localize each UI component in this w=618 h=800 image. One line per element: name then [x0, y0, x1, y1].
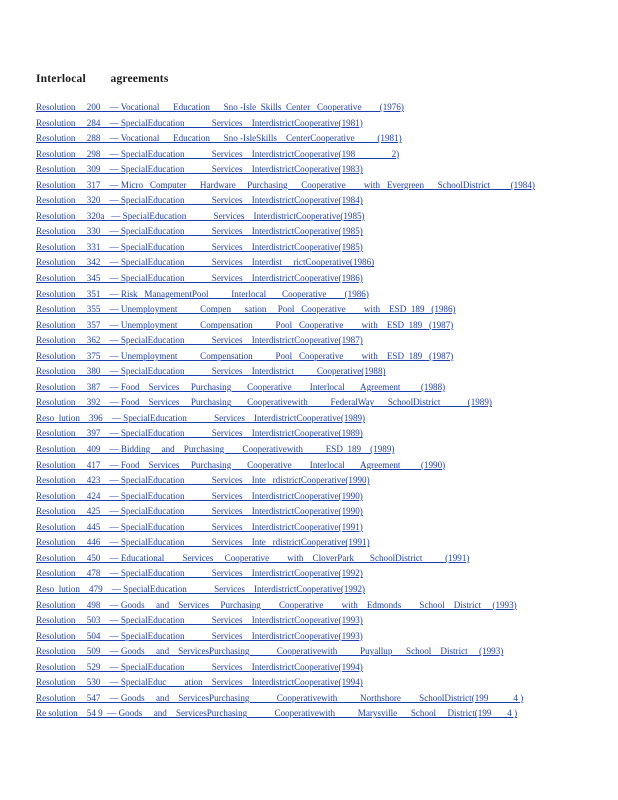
resolution-link[interactable]: Resolution 424 — SpecialEducation Services InterdistrictCooperative(1990) — [36, 490, 363, 501]
resolution-item — [36, 240, 535, 256]
resolution-link[interactable]: Resolution 450 — Educational Services Cooperative with CloverPark SchoolDistrict (1991) — [36, 552, 470, 563]
resolution-link[interactable]: Resolution 392 — Food Services Purchasing Cooperativewith FederalWay SchoolDistrict (1989) — [36, 397, 492, 408]
resolution-item — [36, 333, 535, 349]
resolution-item — [36, 551, 535, 567]
resolution-link[interactable]: Resolution 503 — SpecialEducation Services InterdistrictCooperative(1993) — [36, 615, 363, 626]
resolution-link[interactable]: Resolution 288 — Vocational Education Sno -IsleSkills CenterCooperative (1981) — [36, 133, 402, 144]
resolution-link[interactable]: Resolution 200 — Vocational Education Sno -Isle Skills Center Cooperative (1976) — [36, 102, 404, 112]
resolution-item — [36, 318, 535, 334]
resolution-item — [36, 147, 535, 163]
resolution-link[interactable]: Resolution 530 — SpecialEduc ation Services InterdistrictCooperative(1994) — [36, 677, 363, 688]
resolution-link[interactable]: Resolution 529 — SpecialEducation Services InterdistrictCooperative(1994) — [36, 661, 363, 672]
resolution-item — [36, 380, 535, 396]
resolution-link[interactable]: Resolution 380 — SpecialEducation Services Interdistrict Cooperative(1988) — [36, 366, 386, 377]
resolution-item — [36, 287, 535, 303]
resolution-item — [36, 629, 535, 645]
resolution-item — [36, 660, 535, 676]
resolution-item — [36, 520, 535, 536]
resolution-link[interactable]: Resolution 409 — Bidding and Purchasing Cooperativewith ESD 189 (1989) — [36, 444, 395, 455]
resolution-link[interactable]: Resolution 284 — SpecialEducation Services InterdistrictCooperative(1981) — [36, 117, 363, 128]
resolution-item — [36, 489, 535, 505]
resolution-link[interactable]: Resolution 345 — SpecialEducation Services InterdistrictCooperative(1986) — [36, 273, 363, 284]
resolution-link[interactable]: Resolution 478 — SpecialEducation Services InterdistrictCooperative(1992) — [36, 568, 363, 579]
resolution-link[interactable]: Resolution 498 — Goods and Services Purchasing Cooperative with Edmonds School District (1993) — [36, 599, 517, 610]
resolution-link[interactable]: Reso lution 396 — SpecialEducation Services InterdistrictCooperative(1989) — [36, 412, 366, 423]
resolution-link[interactable]: Resolution 445 — SpecialEducation Services InterdistrictCooperative(1991) — [36, 521, 363, 532]
resolution-item — [36, 255, 535, 271]
resolution-item — [36, 162, 535, 178]
resolution-link[interactable]: Resolution 417 — Food Services Purchasing Cooperative Interlocal Agreement (1990) — [36, 459, 446, 470]
resolution-link[interactable]: Resolution 387 — Food Services Purchasing Cooperative Interlocal Agreement (1988) — [36, 381, 446, 392]
resolution-link[interactable]: Resolution 355 — Unemployment Compen sation Pool Cooperative with ESD 189 (1986) — [36, 304, 456, 315]
resolution-link[interactable]: Resolution 547 — Goods and ServicesPurchasing Cooperativewith Northshore SchoolDistrict(199 4 ) — [36, 692, 524, 703]
resolution-link[interactable]: Resolution 504 — SpecialEducation Services InterdistrictCooperative(1993) — [36, 630, 363, 641]
resolution-item — [36, 100, 535, 116]
resolution-item — [36, 411, 535, 427]
resolution-link[interactable]: Resolution 397 — SpecialEducation Services InterdistrictCooperative(1989) — [36, 428, 363, 439]
resolution-link[interactable]: Reso lution 479 — SpecialEducation Services InterdistrictCooperative(1992) — [36, 583, 366, 594]
resolution-list — [36, 100, 535, 722]
resolution-link[interactable]: Resolution 342 — SpecialEducation Services Interdist rictCooperative(1986) — [36, 257, 375, 268]
resolution-link[interactable]: Resolution 362 — SpecialEducation Services InterdistrictCooperative(1987) — [36, 335, 363, 346]
resolution-link[interactable]: Re solution 54 9 — Goods and ServicesPurchasing Cooperativewith Marysville School District(199 4 ) — [36, 708, 518, 719]
resolution-item — [36, 691, 535, 707]
resolution-item — [36, 271, 535, 287]
resolution-item — [36, 178, 535, 194]
resolution-item — [36, 131, 535, 147]
resolution-item — [36, 675, 535, 691]
resolution-link[interactable]: Resolution 331 — SpecialEducation Services InterdistrictCooperative(1985) — [36, 241, 363, 252]
resolution-item — [36, 224, 535, 240]
resolution-item — [36, 582, 535, 598]
resolution-link[interactable]: Resolution 320 — SpecialEducation Services InterdistrictCooperative(1984) — [36, 195, 363, 206]
resolution-item — [36, 302, 535, 318]
resolution-link[interactable]: Resolution 330 — SpecialEducation Services InterdistrictCooperative(1985) — [36, 226, 363, 237]
resolution-item — [36, 193, 535, 209]
resolution-link[interactable]: Resolution 509 — Goods and ServicesPurchasing Cooperativewith Puyallup School District (1993) — [36, 646, 504, 657]
resolution-item — [36, 613, 535, 629]
resolution-item — [36, 349, 535, 365]
resolution-link[interactable]: Resolution 298 — SpecialEducation Services InterdistrictCooperative(198 2) — [36, 148, 400, 159]
resolution-link[interactable]: Resolution 351 — Risk ManagementPool Interlocal Cooperative (1986) — [36, 288, 369, 299]
resolution-link[interactable]: Resolution 309 — SpecialEducation Services InterdistrictCooperative(1983) — [36, 164, 363, 175]
resolution-item — [36, 566, 535, 582]
resolution-link[interactable]: Resolution 320a — SpecialEducation Services InterdistrictCooperative(1985) — [36, 210, 365, 221]
resolution-item — [36, 116, 535, 132]
resolution-item — [36, 209, 535, 225]
resolution-link[interactable]: Resolution 423 — SpecialEducation Services Inte rdistrictCooperative(1990) — [36, 475, 370, 486]
resolution-link[interactable]: Resolution 425 — SpecialEducation Services InterdistrictCooperative(1990) — [36, 506, 363, 517]
resolution-item — [36, 442, 535, 458]
resolution-item — [36, 364, 535, 380]
resolution-link[interactable]: Resolution 375 — Unemployment Compensation Pool Cooperative with ESD 189 (1987) — [36, 350, 454, 361]
resolution-item — [36, 395, 535, 411]
resolution-link[interactable]: Resolution 357 — Unemployment Compensation Pool Cooperative with ESD 189 (1987) — [36, 319, 454, 330]
resolution-item — [36, 504, 535, 520]
resolution-link[interactable]: Resolution 317 — Micro Computer Hardware Purchasing Cooperative with Evergreen SchoolDistrict (1984) — [36, 179, 535, 190]
resolution-link[interactable]: Resolution 446 — SpecialEducation Services Inte rdistrictCooperative(1991) — [36, 537, 370, 548]
resolution-item — [36, 473, 535, 489]
resolution-item — [36, 458, 535, 474]
resolution-item — [36, 426, 535, 442]
resolution-item — [36, 598, 535, 614]
resolution-item — [36, 644, 535, 660]
resolution-item — [36, 706, 535, 722]
resolution-item — [36, 535, 535, 551]
section-heading: Interlocal agreements — [36, 73, 169, 85]
